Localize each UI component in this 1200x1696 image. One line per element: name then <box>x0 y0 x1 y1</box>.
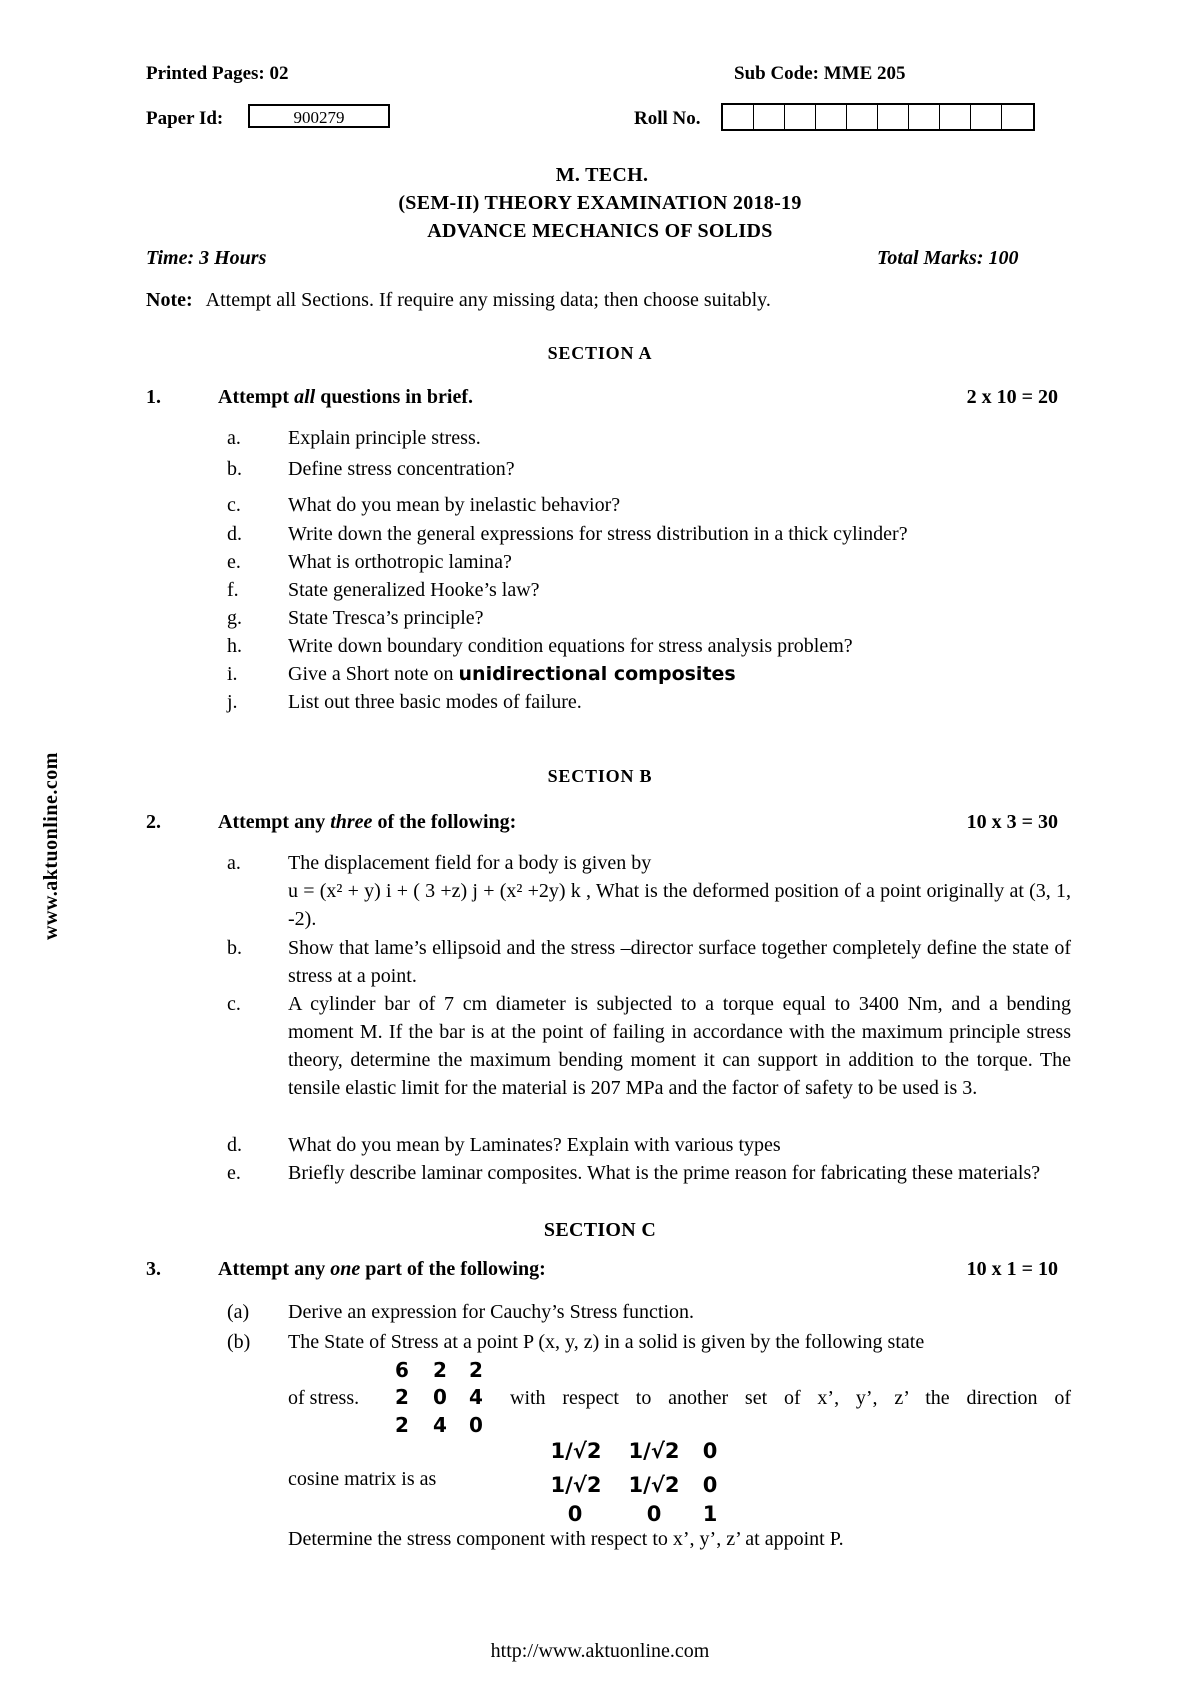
matrix-cell: 2 <box>395 1385 409 1409</box>
question-1-instruction: Attempt all questions in brief. <box>218 386 474 408</box>
section-c-heading: SECTION C <box>543 1219 657 1241</box>
roll-no-cell[interactable] <box>816 105 847 129</box>
roll-no-cell[interactable] <box>971 105 1002 129</box>
question-1-marks: 2 x 10 = 20 <box>966 386 1058 408</box>
roll-no-cell[interactable] <box>1002 105 1033 129</box>
matrix-cell: 4 <box>433 1413 447 1437</box>
note <box>146 289 771 312</box>
roll-no-cell[interactable] <box>847 105 878 129</box>
exam-time: Time: 3 Hours <box>146 247 267 269</box>
section-b-heading: SECTION B <box>547 766 653 786</box>
matrix-cell: 1 <box>702 1502 718 1526</box>
roll-no-cell[interactable] <box>754 105 785 129</box>
matrix-cell: 2 <box>433 1358 447 1382</box>
printed-pages: Printed Pages: 02 <box>146 63 289 84</box>
roll-no-boxes[interactable] <box>721 103 1035 131</box>
watermark: www.aktuonline.com <box>40 752 62 940</box>
matrix-cell: 0 <box>433 1385 447 1409</box>
roll-no-cell[interactable] <box>785 105 816 129</box>
wrt-text: with respect to another set of x’, y’, z’ the direction of <box>510 1387 1071 1409</box>
note-text: Attempt all Sections. If require any missing data; then choose suitably. <box>205 289 771 311</box>
cosine-text: cosine matrix is as <box>288 1468 437 1490</box>
question-3-marks: 10 x 1 = 10 <box>966 1258 1058 1280</box>
matrix-cell: 0 <box>567 1502 583 1526</box>
matrix-cell: 0 <box>702 1473 718 1497</box>
question-2-marks: 10 x 3 = 30 <box>966 811 1058 833</box>
matrix-cell: 0 <box>702 1439 718 1463</box>
of-stress-text: of stress. <box>288 1387 360 1409</box>
question-2-instruction: Attempt any three of the following: <box>218 811 517 833</box>
matrix-cell: 1/√2 <box>628 1473 680 1497</box>
matrix-cell: 6 <box>395 1358 409 1382</box>
matrix-cell: 1/√2 <box>550 1473 602 1497</box>
paper-id-box: 900279 <box>248 104 390 128</box>
footer-link[interactable]: http://www.aktuonline.com <box>490 1640 710 1662</box>
question-3-number: 3. <box>146 1258 161 1280</box>
total-marks: Total Marks: 100 <box>877 247 1019 269</box>
matrix-cell: 2 <box>395 1413 409 1437</box>
exam-title: (SEM-II) THEORY EXAMINATION 2018-19 <box>398 192 802 214</box>
roll-no-label: Roll No. <box>634 108 701 129</box>
question-2-number: 2. <box>146 811 161 833</box>
roll-no-cell[interactable] <box>909 105 940 129</box>
determine-text: Determine the stress component with respect to x’, y’, z’ at appoint P. <box>288 1528 844 1550</box>
degree-title: M. TECH. <box>555 164 649 186</box>
sub-code: Sub Code: MME 205 <box>734 63 906 84</box>
matrix-cell: 1/√2 <box>628 1439 680 1463</box>
note-label: Note: <box>146 289 193 311</box>
roll-no-cell[interactable] <box>878 105 909 129</box>
question-3-instruction: Attempt any one part of the following: <box>218 1258 546 1280</box>
paper-id-label: Paper Id: <box>146 108 224 129</box>
subject-title: ADVANCE MECHANICS OF SOLIDS <box>427 220 773 242</box>
matrix-cell: 0 <box>469 1413 483 1437</box>
roll-no-cell[interactable] <box>723 105 754 129</box>
matrix-cell: 2 <box>469 1358 483 1382</box>
matrix-cell: 4 <box>469 1385 483 1409</box>
roll-no-cell[interactable] <box>940 105 971 129</box>
section-a-heading: SECTION A <box>547 343 653 363</box>
matrix-cell: 1/√2 <box>550 1439 602 1463</box>
question-1-number: 1. <box>146 386 161 408</box>
matrix-cell: 0 <box>646 1502 662 1526</box>
